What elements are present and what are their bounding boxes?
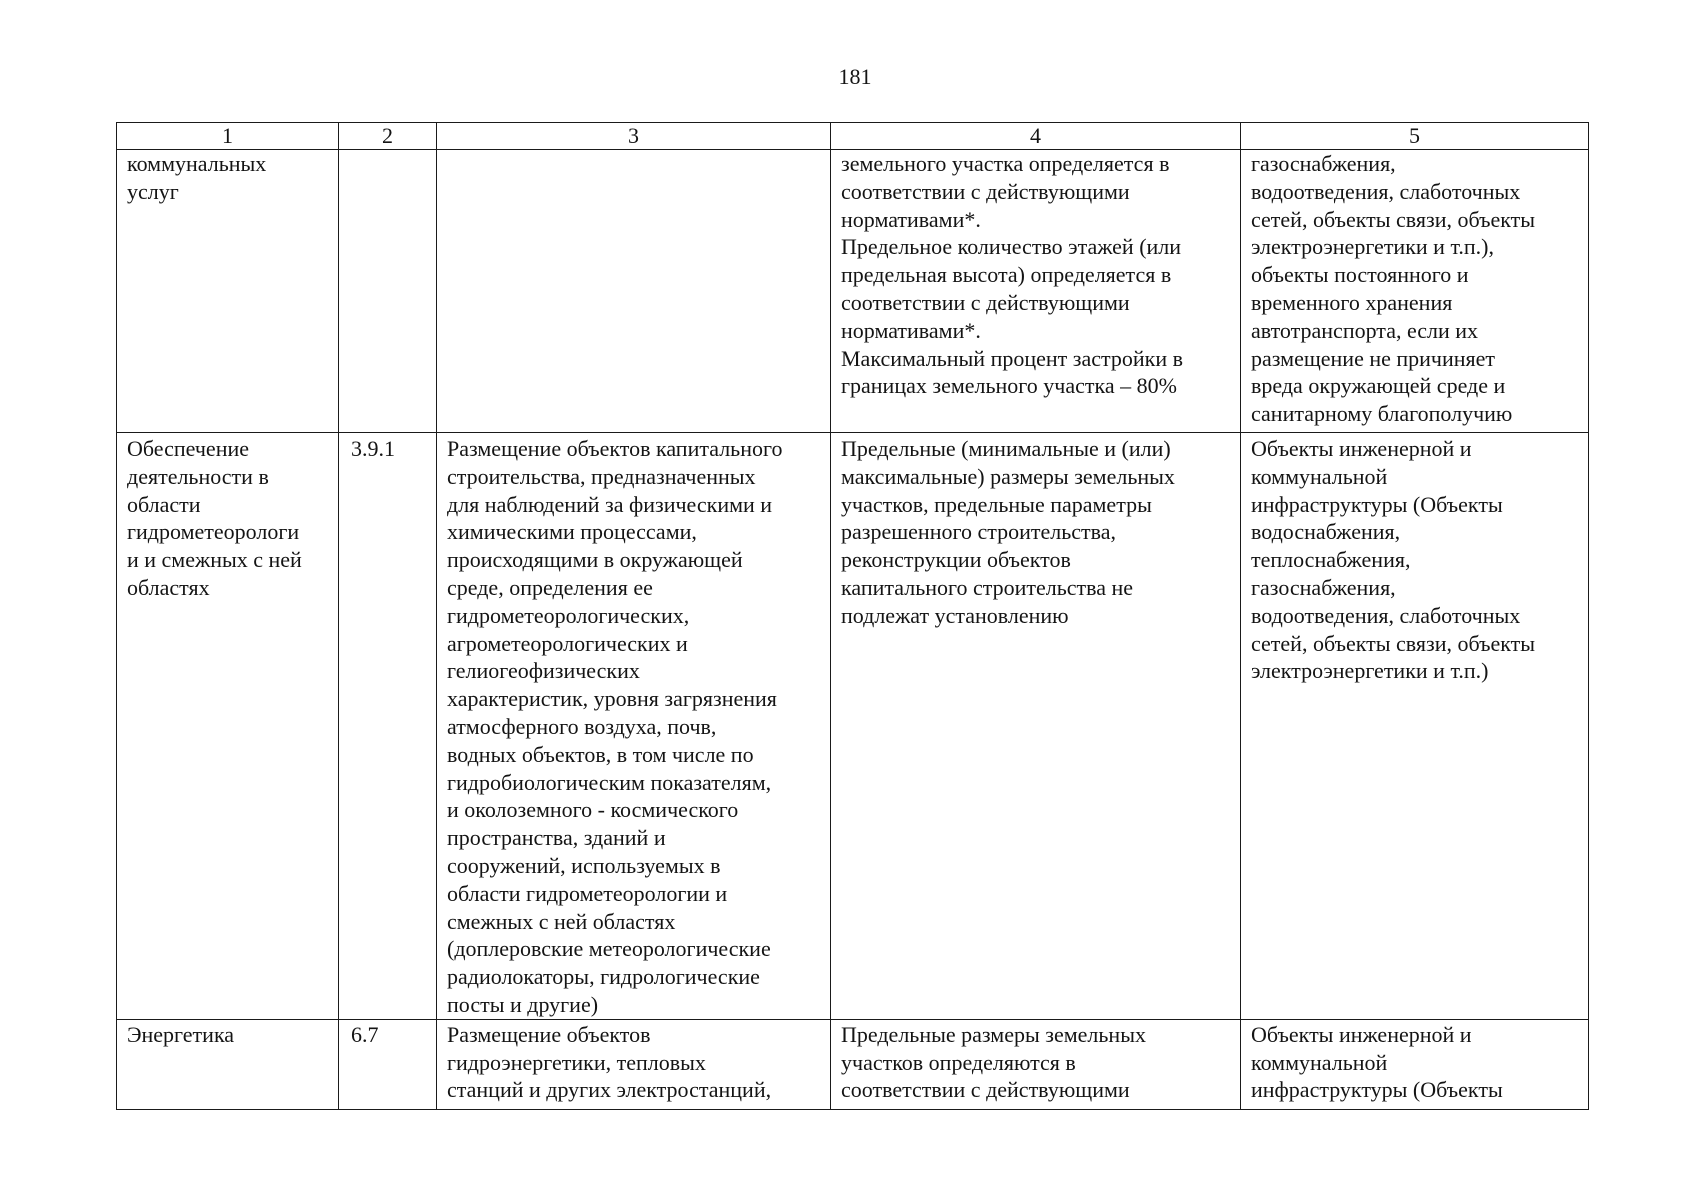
- land-use-table: [116, 122, 1589, 1110]
- parameters-cell: Предельные размеры земельных участков определяются в соответствии с действующими: [831, 1019, 1241, 1109]
- use-description-cell: [437, 150, 831, 433]
- page-number: 181: [838, 64, 872, 89]
- parameters-cell: Предельные (минимальные и (или) максимальные) размеры земельных участков, предельные параметры разрешенного строительства, реконструкции объектов капитального строительства не подлежат установлению: [831, 433, 1241, 1020]
- table-row: [117, 1019, 1589, 1109]
- use-name-cell: коммунальных услуг: [117, 150, 339, 433]
- column-header-1: 1: [117, 123, 339, 150]
- table-row: [117, 150, 1589, 433]
- column-header-3: 3: [437, 123, 831, 150]
- use-description-cell: Размещение объектов капитального строительства, предназначенных для наблюдений за физическими и химическими процессами, происходящими в окружающей среде, определения ее гидрометеорологических, агрометеорологических и гелиогеофизических характеристик, уровня загрязнения атмосферного воздуха, почв, водных объектов, в том числе по гидробиологическим показателям, и околоземного - космического пространства, зданий и сооружений, используемых в области гидрометеорологии и смежных с ней областях (доплеровские метеорологические радиолокаторы, гидрологические посты и другие): [437, 433, 831, 1020]
- column-header-5: 5: [1241, 123, 1589, 150]
- use-code-cell: [339, 150, 437, 433]
- table-row: [117, 433, 1589, 1020]
- use-name-cell: Энергетика: [117, 1019, 339, 1109]
- column-header-4: 4: [831, 123, 1241, 150]
- use-code-cell: 3.9.1: [339, 433, 437, 1020]
- use-description-cell: Размещение объектов гидроэнергетики, тепловых станций и других электростанций,: [437, 1019, 831, 1109]
- auxiliary-uses-cell: Объекты инженерной и коммунальной инфраструктуры (Объекты водоснабжения, теплоснабжения, газоснабжения, водоотведения, слаботочных сетей, объекты связи, объекты электроэнергетики и т.п.): [1241, 433, 1589, 1020]
- use-name-cell: Обеспечение деятельности в области гидрометеорологи и и смежных с ней областях: [117, 433, 339, 1020]
- parameters-cell: земельного участка определяется в соответствии с действующими нормативами*. Предельное количество этажей (или предельная высота) определяется в соответствии с действующими нормативами*. Максимальный процент застройки в границах земельного участка – 80%: [831, 150, 1241, 433]
- auxiliary-uses-cell: Объекты инженерной и коммунальной инфраструктуры (Объекты: [1241, 1019, 1589, 1109]
- table-header-row: [117, 123, 1589, 150]
- auxiliary-uses-cell: газоснабжения, водоотведения, слаботочных сетей, объекты связи, объекты электроэнергетики и т.п.), объекты постоянного и временного хранения автотранспорта, если их размещение не причиняет вреда окружающей среде и санитарному благополучию: [1241, 150, 1589, 433]
- column-header-2: 2: [339, 123, 437, 150]
- use-code-cell: 6.7: [339, 1019, 437, 1109]
